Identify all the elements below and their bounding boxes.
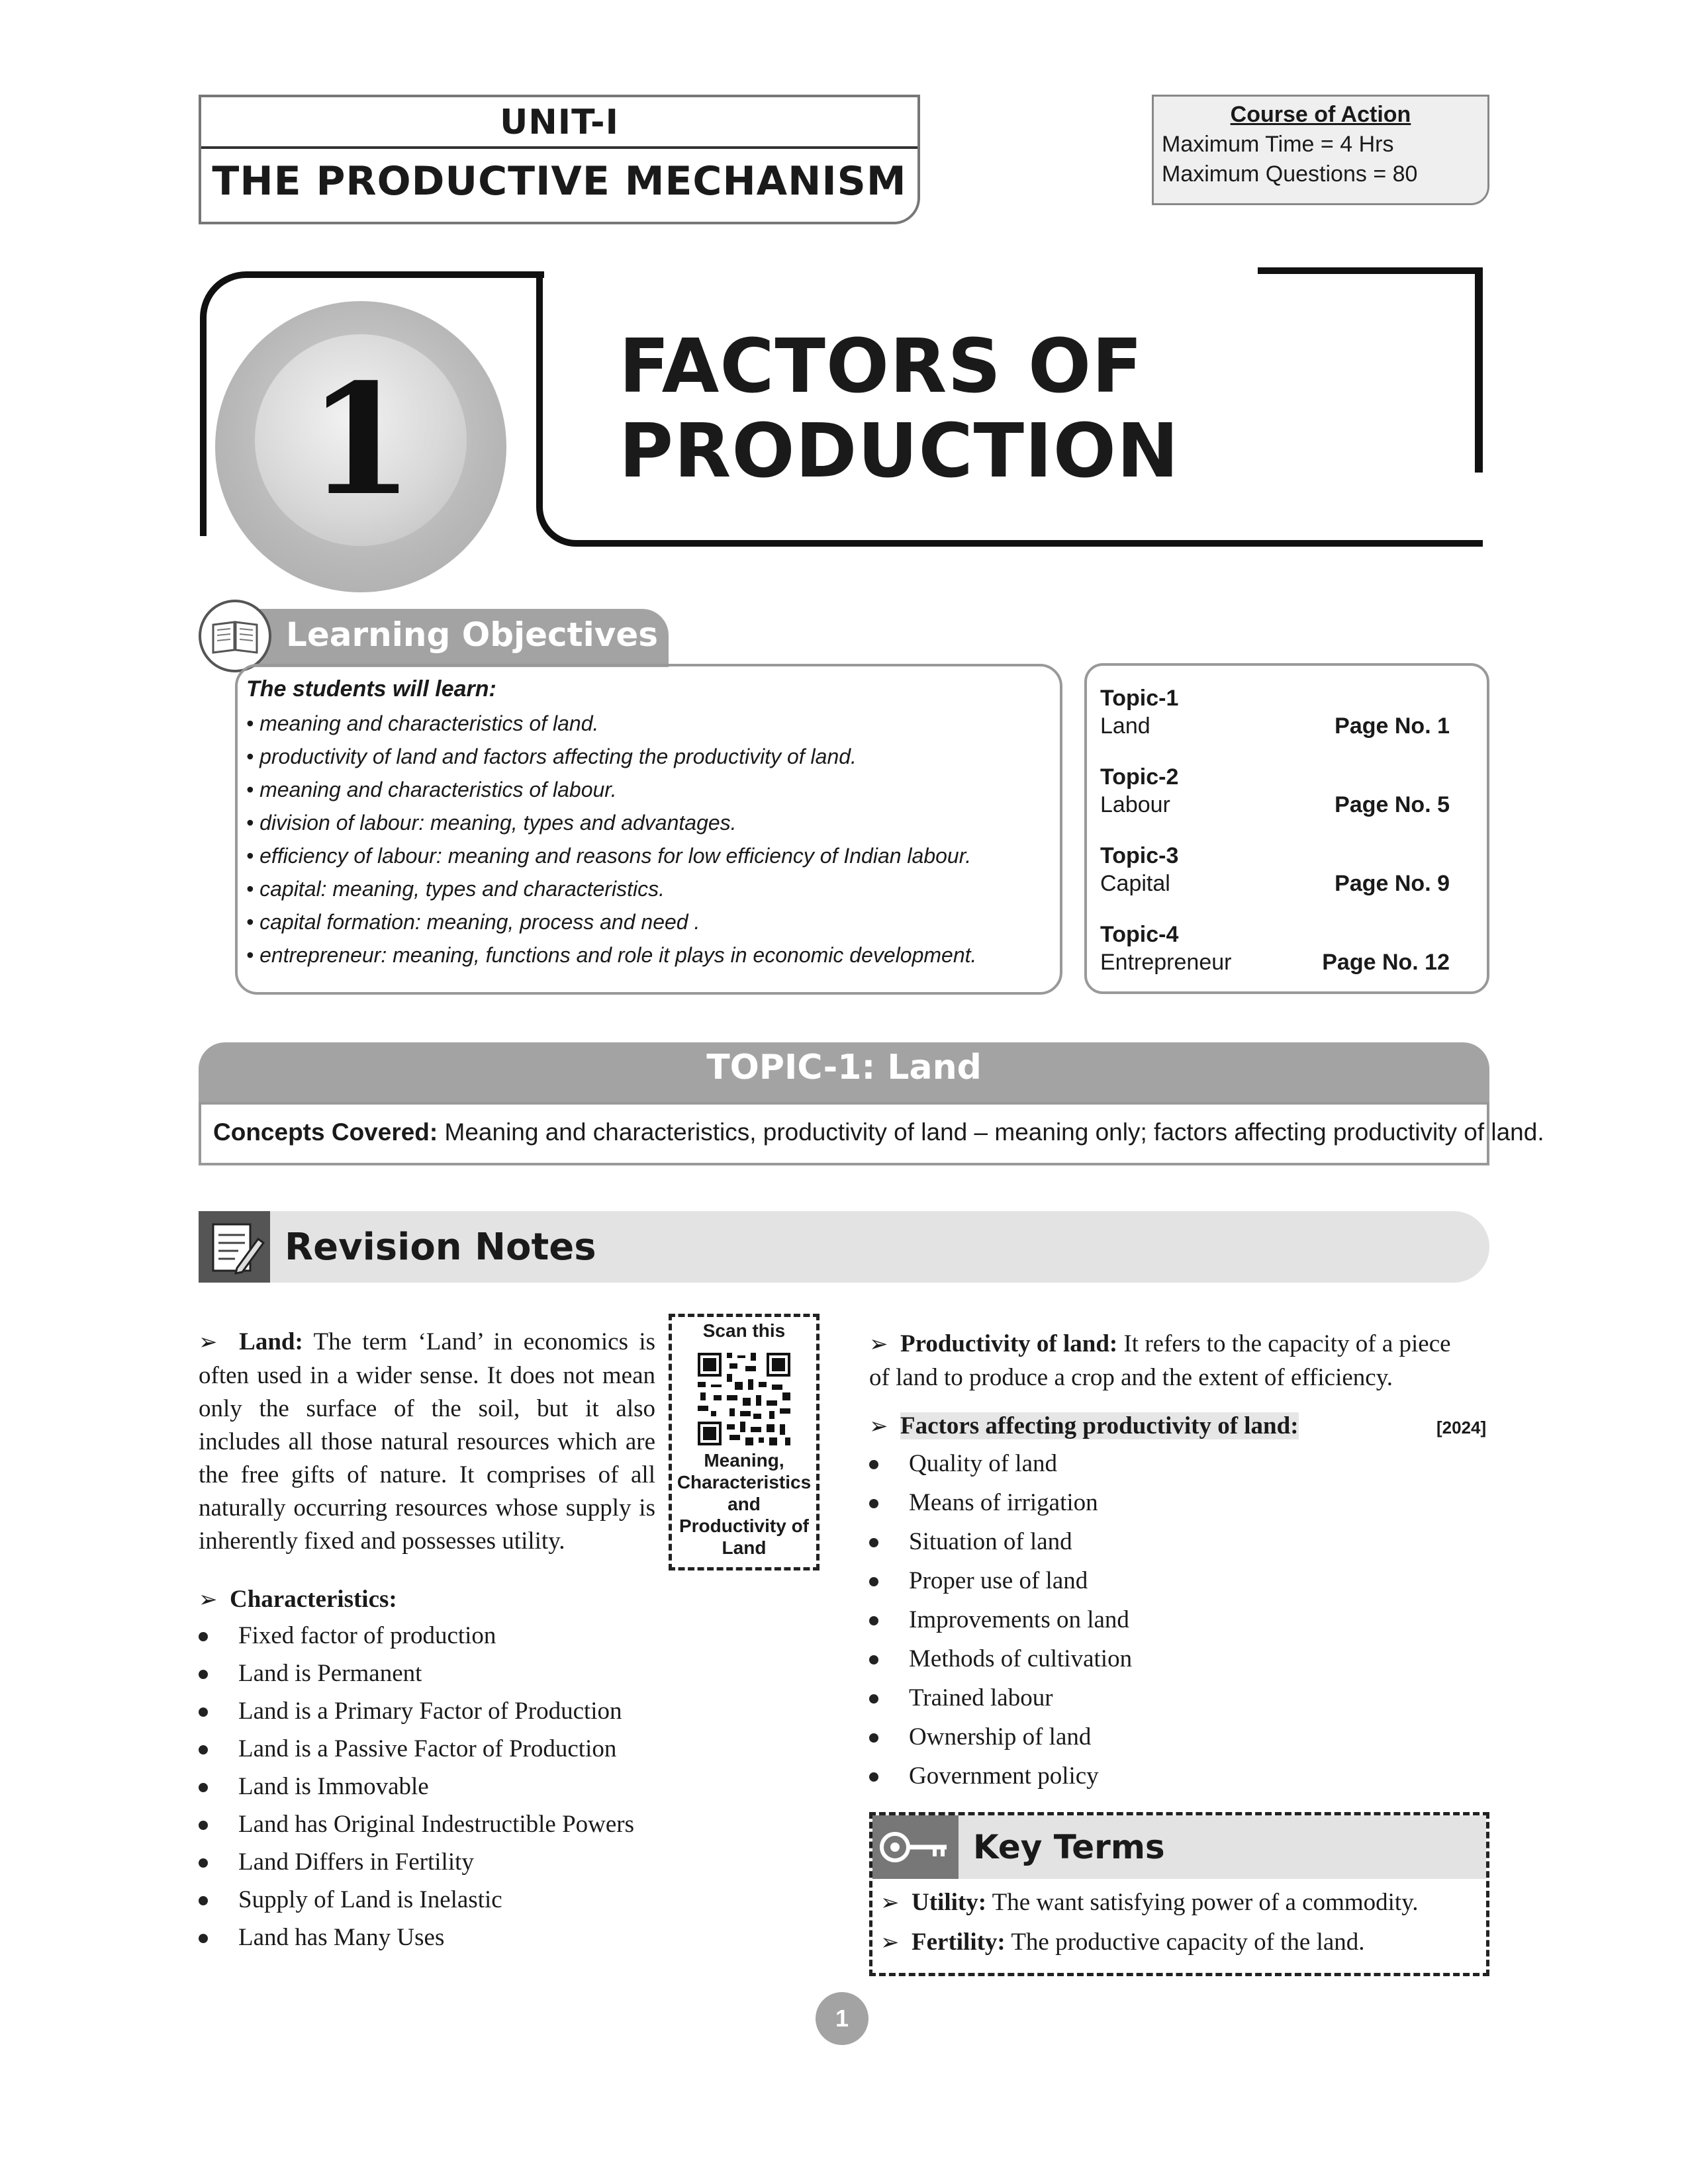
exam-year-badge: [2024] [1436, 1418, 1487, 1437]
bullet-dot-icon [199, 1821, 208, 1830]
objective-item: • meaning and characteristics of labour. [246, 778, 617, 801]
qr-caption-line: Land [722, 1537, 767, 1558]
key-term-item [880, 1886, 1419, 1920]
bullet-dot-icon [199, 1707, 208, 1717]
bullet-dot-icon [869, 1538, 878, 1547]
topic-heading: Topic-4 [1100, 922, 1179, 947]
chapter-number: 1 [307, 351, 414, 529]
productivity-text-cont: of land to produce a crop and the extent of efficiency. [869, 1364, 1393, 1391]
qr-caption-line: Meaning, [704, 1450, 784, 1471]
topic-page[interactable]: Page No. 12 [1322, 950, 1450, 975]
factors-label: Factors affecting productivity of land: [900, 1412, 1299, 1439]
arrow-bullet-icon: ➢ [869, 1414, 888, 1439]
list-item-text: Land has Original Indestructible Powers [238, 1811, 635, 1838]
list-item-text: Means of irrigation [909, 1489, 1098, 1516]
key-term-definition: The want satisfying power of a commodity. [986, 1889, 1419, 1916]
key-terms-band [872, 1815, 1486, 1879]
list-item-text: Methods of cultivation [909, 1645, 1133, 1672]
bullet-dot-icon [199, 1783, 208, 1792]
key-term-definition: The productive capacity of the land. [1005, 1929, 1365, 1956]
max-time: Maximum Time = 4 Hrs [1162, 132, 1394, 157]
list-item-text: Land is Permanent [238, 1660, 422, 1687]
key-term: Fertility: [912, 1929, 1006, 1956]
arrow-bullet-icon: ➢ [199, 1330, 218, 1355]
concepts-covered-label: Concepts Covered: [213, 1118, 438, 1146]
bullet-dot-icon [199, 1632, 208, 1641]
objective-item: • meaning and characteristics of land. [246, 711, 599, 735]
bullet-dot-icon [199, 1745, 208, 1754]
chapter-title-line2: PRODUCTION [619, 408, 1180, 494]
bullet-dot-icon [869, 1577, 878, 1586]
concepts-covered [213, 1118, 1544, 1146]
list-item-text: Fixed factor of production [238, 1622, 496, 1649]
course-of-action-title: Course of Action [1230, 102, 1411, 127]
bullet-dot-icon [199, 1934, 208, 1943]
concepts-covered-text: Meaning and characteristics, productivity of land – meaning only; factors affecting productivity of land. [438, 1118, 1544, 1146]
bullet-dot-icon [869, 1772, 878, 1782]
list-item-text: Supply of Land is Inelastic [238, 1886, 502, 1913]
topic-heading: Topic-1 [1100, 686, 1179, 711]
topic-heading: Topic-2 [1100, 764, 1179, 790]
land-definition [199, 1326, 655, 1558]
bullet-dot-icon [199, 1896, 208, 1905]
land-term: Land: [239, 1328, 303, 1355]
bullet-dot-icon [869, 1694, 878, 1704]
topic-page[interactable]: Page No. 9 [1335, 871, 1450, 896]
bullet-dot-icon [869, 1460, 878, 1469]
topic-heading: Topic-3 [1100, 843, 1179, 868]
qr-caption [669, 1449, 820, 1559]
productivity-term: Productivity of land: [900, 1330, 1118, 1357]
qr-code-icon[interactable] [695, 1350, 793, 1448]
key-terms-label: Key Terms [973, 1828, 1165, 1866]
list-item-text: Land is Immovable [238, 1773, 429, 1800]
max-questions: Maximum Questions = 80 [1162, 161, 1418, 187]
topic-name: Capital [1100, 871, 1170, 896]
qr-caption-line: Productivity of [679, 1516, 809, 1536]
productivity-definition [869, 1328, 1489, 1394]
characteristics-heading [199, 1583, 397, 1617]
key-term-item [880, 1926, 1365, 1960]
bullet-dot-icon [199, 1670, 208, 1679]
objective-item: • capital: meaning, types and characteristics. [246, 877, 665, 901]
arrow-bullet-icon: ➢ [880, 1891, 900, 1915]
list-item-text: Quality of land [909, 1450, 1058, 1477]
page-number: 1 [816, 1992, 868, 2045]
list-item-text: Proper use of land [909, 1567, 1088, 1594]
bullet-dot-icon [869, 1616, 878, 1625]
arrow-bullet-icon: ➢ [199, 1588, 218, 1612]
revision-notes-label: Revision Notes [285, 1226, 596, 1269]
bullet-dot-icon [199, 1858, 208, 1868]
chapter-title [619, 324, 1180, 494]
list-item-text: Government policy [909, 1762, 1099, 1790]
objective-item: • productivity of land and factors affecting the productivity of land. [246, 745, 857, 768]
qr-caption-line: Characteristics [677, 1472, 812, 1492]
key-term: Utility: [912, 1889, 987, 1916]
qr-scan-label: Scan this [702, 1320, 786, 1341]
factors-heading [869, 1410, 1299, 1443]
list-item-text: Land Differs in Fertility [238, 1848, 474, 1876]
list-item-text: Land is a Passive Factor of Production [238, 1735, 617, 1762]
bullet-dot-icon [869, 1733, 878, 1743]
list-item-text: Trained labour [909, 1684, 1053, 1711]
chapter-frame-top [1258, 267, 1483, 274]
list-item-text: Land has Many Uses [238, 1924, 445, 1951]
productivity-text: It refers to the capacity of a piece [1117, 1330, 1451, 1357]
notepad-pencil-icon [199, 1211, 270, 1283]
open-book-icon [199, 600, 271, 672]
topic-name: Entrepreneur [1100, 950, 1232, 975]
arrow-bullet-icon: ➢ [880, 1931, 900, 1955]
topic-name: Labour [1100, 792, 1170, 817]
arrow-bullet-icon: ➢ [869, 1332, 888, 1357]
list-item-text: Situation of land [909, 1528, 1072, 1555]
topic-page[interactable]: Page No. 1 [1335, 713, 1450, 739]
objective-item: • entrepreneur: meaning, functions and role it plays in economic development. [246, 943, 977, 967]
unit-header [199, 95, 920, 224]
objective-item: • division of labour: meaning, types and advantages. [246, 811, 737, 835]
learning-objectives-heading: The students will learn: [246, 676, 496, 702]
unit-label: UNIT-I [500, 103, 619, 142]
list-item-text: Improvements on land [909, 1606, 1129, 1633]
land-text: The term ‘Land’ in economics is often used in a wider sense. It does not mean only the surface of the soil, but it also includes all those natural resources which are the free gifts of nature. It comprises of all naturally occurring resources whose supply is inherently fixed and possesses utility. [199, 1328, 656, 1555]
bullet-dot-icon [869, 1655, 878, 1664]
bullet-dot-icon [869, 1499, 878, 1508]
characteristics-label: Characteristics: [230, 1586, 397, 1613]
list-item-text: Ownership of land [909, 1723, 1092, 1751]
key-icon [872, 1815, 959, 1879]
objective-item: • capital formation: meaning, process and need . [246, 910, 700, 934]
unit-divider [201, 146, 917, 149]
chapter-frame-edge [1475, 267, 1483, 473]
objective-item: • efficiency of labour: meaning and reasons for low efficiency of Indian labour. [246, 844, 972, 868]
learning-objectives-label: Learning Objectives [286, 615, 658, 654]
topic1-title: TOPIC-1: Land [706, 1048, 982, 1087]
course-of-action-box [1152, 95, 1489, 205]
chapter-title-line1: FACTORS OF [619, 324, 1143, 410]
topic-name: Land [1100, 713, 1150, 739]
topic-page[interactable]: Page No. 5 [1335, 792, 1450, 817]
qr-caption-line: and [727, 1494, 761, 1514]
list-item-text: Land is a Primary Factor of Production [238, 1698, 622, 1725]
unit-title: THE PRODUCTIVE MECHANISM [212, 158, 907, 205]
